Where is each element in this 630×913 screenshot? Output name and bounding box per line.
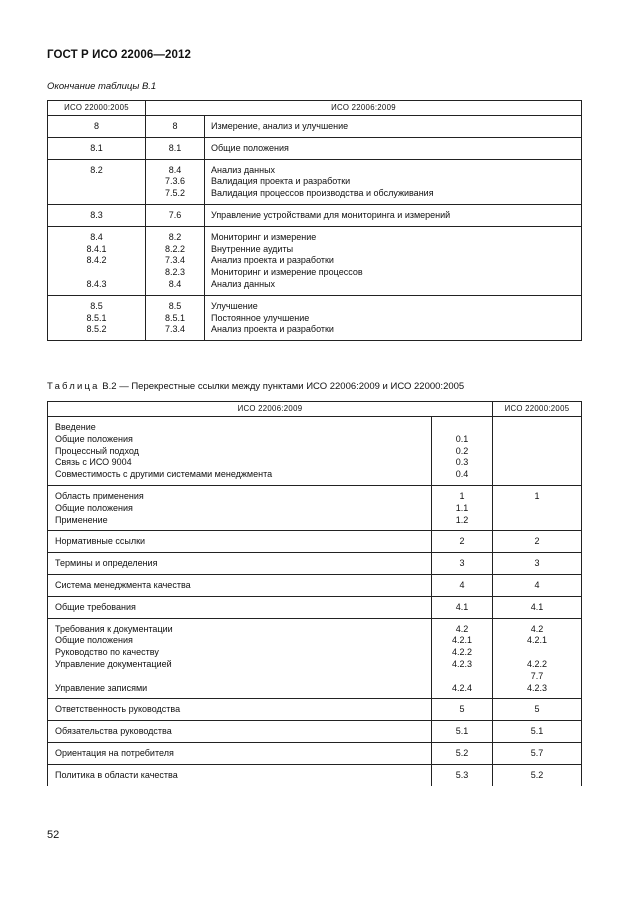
iso22000-clause <box>48 137 146 159</box>
iso22006-clause <box>146 159 205 204</box>
table-row <box>48 204 582 226</box>
iso22006-clause <box>432 485 493 530</box>
table2-col-a-header: ИСО 22006:2009 <box>48 402 493 417</box>
clause-title-line: Мониторинг и измерение процессов <box>211 267 363 278</box>
iso22000-clause-line: 8.3 <box>90 209 103 220</box>
iso22006-clause-line: 4.2.3 <box>451 658 473 669</box>
iso22006-clause-line: 8.2.3 <box>164 267 186 278</box>
iso22006-clause <box>432 553 493 575</box>
clause-title-line: Валидация процессов производства и обслуживания <box>211 188 434 199</box>
iso22000-clause-line: 5.1 <box>530 726 544 737</box>
table1-header-row <box>48 101 582 116</box>
iso22006-clause-line: 8.2.2 <box>164 243 186 254</box>
iso22006-clause-line: 0.3 <box>455 457 469 468</box>
iso22000-clause-line: 8.2 <box>90 164 103 175</box>
document-header: ГОСТ Р ИСО 22006—2012 <box>47 49 192 61</box>
clause-title-line: Требования к документации <box>55 623 173 634</box>
iso22006-clause-line: 5.1 <box>455 726 469 737</box>
iso22000-clause-line: 5.7 <box>530 747 544 758</box>
iso22006-clause <box>146 116 205 138</box>
iso22000-clause <box>493 618 582 699</box>
clause-title <box>205 116 582 138</box>
iso22006-clause-line: 8.4 <box>168 278 182 289</box>
clause-title-line: Анализ проекта и разработки <box>211 324 334 335</box>
clause-title-line: Анализ проекта и разработки <box>211 255 334 266</box>
iso22000-clause-line: 2 <box>534 536 540 547</box>
table1-col-b-header: ИСО 22006:2009 <box>146 101 582 116</box>
clause-title-line: Ответственность руководства <box>55 704 181 715</box>
iso22000-clause <box>48 159 146 204</box>
iso22006-clause-line: 1 <box>459 490 465 501</box>
iso22006-clause <box>432 596 493 618</box>
iso22000-clause-line: 8.4.3 <box>86 278 107 289</box>
iso22000-clause-line <box>52 267 141 279</box>
clause-title <box>205 137 582 159</box>
iso22000-clause-line <box>52 188 141 200</box>
iso22000-clause <box>493 485 582 530</box>
iso22006-clause-line: 4 <box>459 579 465 590</box>
iso22000-clause <box>48 226 146 295</box>
table2 <box>47 401 582 786</box>
clause-title <box>48 417 432 486</box>
page-number: 52 <box>47 829 60 841</box>
iso22000-clause-line: 8.4 <box>90 231 103 242</box>
clause-title <box>205 295 582 340</box>
iso22000-clause-line: 8.4.1 <box>86 243 107 254</box>
iso22006-clause-line: 4.2.1 <box>451 635 473 646</box>
iso22000-clause <box>493 574 582 596</box>
iso22000-clause-line: 4.2.2 <box>526 658 548 669</box>
table-row <box>48 721 582 743</box>
clause-title-line: Управление записями <box>55 682 148 693</box>
iso22000-clause-line: 4.2 <box>530 623 544 634</box>
iso22006-clause-line: 4.2.2 <box>451 647 473 658</box>
clause-title <box>48 485 432 530</box>
clause-title-line: Мониторинг и измерение <box>211 231 317 242</box>
table2-header-row <box>48 402 582 417</box>
iso22000-clause-line <box>52 176 141 188</box>
iso22006-clause-line: 8.5.1 <box>164 312 186 323</box>
iso22006-clause <box>432 574 493 596</box>
iso22000-clause <box>48 295 146 340</box>
iso22000-clause-line: 8.1 <box>90 142 103 153</box>
clause-title <box>48 618 432 699</box>
iso22000-clause-line: 8.5.1 <box>86 312 107 323</box>
clause-title <box>205 226 582 295</box>
iso22000-clause-line: 4.1 <box>530 601 544 612</box>
clause-title-line: Управление устройствами для мониторинга и измерений <box>211 209 451 220</box>
clause-title-line: Общие положения <box>55 502 133 513</box>
iso22000-clause-line: 5 <box>534 704 540 715</box>
table2-caption-word: Таблица <box>47 381 100 392</box>
iso22006-clause-line: 4.1 <box>455 601 469 612</box>
clause-title-line: Постоянное улучшение <box>211 312 310 323</box>
iso22006-clause <box>432 721 493 743</box>
iso22006-clause-line: 8.1 <box>168 142 182 153</box>
clause-title-line: Совместимость с другими системами менеджмента <box>55 469 273 480</box>
iso22006-clause-line: 8.5 <box>168 300 182 311</box>
iso22000-clause <box>493 596 582 618</box>
clause-title <box>48 574 432 596</box>
iso22006-clause-line: 4.2.4 <box>451 682 473 693</box>
table-row <box>48 485 582 530</box>
table-row <box>48 742 582 764</box>
table2-caption-text: В.2 — Перекрестные ссылки между пунктами ИСО 22006:2009 и ИСО 22000:2005 <box>102 381 465 392</box>
iso22006-clause-line: 7.3.6 <box>164 176 186 187</box>
clause-title-line: Система менеджмента качества <box>55 579 191 590</box>
iso22006-clause-line: 3 <box>459 558 465 569</box>
clause-title-line: Нормативные ссылки <box>55 536 146 547</box>
iso22000-clause <box>493 553 582 575</box>
clause-title-line: Общие положения <box>211 142 289 153</box>
clause-title-line: Введение <box>55 422 96 432</box>
table-row <box>48 618 582 699</box>
iso22000-clause-line: 1 <box>534 490 540 501</box>
table2-col-b-header: ИСО 22000:2005 <box>493 402 582 417</box>
iso22006-clause-line: 1.1 <box>455 502 469 513</box>
clause-title <box>48 531 432 553</box>
iso22006-clause-line: 7.5.2 <box>164 188 186 199</box>
iso22000-clause-line: 4.2.3 <box>526 682 548 693</box>
iso22006-clause <box>146 226 205 295</box>
clause-title-line: Анализ данных <box>211 164 276 175</box>
iso22006-clause <box>146 295 205 340</box>
clause-title-line: Общие требования <box>55 601 136 612</box>
clause-title-line: Общие положения <box>55 433 133 444</box>
table1-col-a-header: ИСО 22000:2005 <box>48 101 146 116</box>
iso22000-clause <box>493 699 582 721</box>
iso22006-clause-line: 8.2 <box>168 231 182 242</box>
table-row <box>48 531 582 553</box>
iso22000-clause <box>493 742 582 764</box>
clause-title <box>48 764 432 785</box>
clause-title-line: Внутренние аудиты <box>211 243 294 254</box>
clause-title-line: Анализ данных <box>211 278 276 289</box>
iso22006-clause-line <box>436 422 488 434</box>
clause-title-line: Политика в области качества <box>55 769 178 780</box>
clause-title-line: Измерение, анализ и улучшение <box>211 121 349 131</box>
iso22006-clause-line: 7.3.4 <box>164 324 186 335</box>
clause-title <box>205 204 582 226</box>
table-row <box>48 764 582 785</box>
iso22000-clause <box>493 764 582 785</box>
clause-title-line: Процессный подход <box>55 445 139 456</box>
iso22006-clause-line: 2 <box>459 536 465 547</box>
iso22006-clause <box>146 204 205 226</box>
iso22006-clause <box>432 417 493 486</box>
iso22000-clause <box>48 204 146 226</box>
clause-title-line: Обязательства руководства <box>55 726 172 737</box>
iso22000-clause <box>493 721 582 743</box>
iso22006-clause-line: 0.4 <box>455 469 469 480</box>
iso22006-clause <box>432 699 493 721</box>
clause-title <box>48 742 432 764</box>
table-row <box>48 596 582 618</box>
iso22000-clause-line <box>497 647 577 659</box>
iso22000-clause-line: 4.2.1 <box>526 635 548 646</box>
clause-title <box>48 721 432 743</box>
iso22006-clause-line: 5.3 <box>455 769 469 780</box>
iso22006-clause-line: 7.6 <box>168 209 182 220</box>
table1-caption: Окончание таблицы В.1 <box>47 81 157 92</box>
iso22000-clause-line: 8.5.2 <box>86 324 107 335</box>
iso22006-clause-line: 5 <box>459 704 465 715</box>
iso22000-clause-line: 8 <box>93 121 99 131</box>
iso22006-clause <box>432 618 493 699</box>
iso22006-clause-line: 8 <box>172 121 178 131</box>
clause-title-line: Управление документацией <box>55 658 172 669</box>
table2-caption <box>47 381 464 392</box>
clause-title-line: Общие положения <box>55 635 133 646</box>
table-row <box>48 226 582 295</box>
iso22006-clause <box>432 531 493 553</box>
iso22000-clause <box>493 531 582 553</box>
table1 <box>47 100 582 341</box>
iso22006-clause-line: 0.1 <box>455 433 469 444</box>
clause-title <box>48 699 432 721</box>
table-row <box>48 553 582 575</box>
clause-title-line: Термины и определения <box>55 558 158 569</box>
table-row <box>48 417 582 486</box>
clause-title <box>48 553 432 575</box>
clause-title-line: Область применения <box>55 490 144 501</box>
table-row <box>48 295 582 340</box>
clause-title-line: Применение <box>55 514 108 525</box>
table-row <box>48 116 582 138</box>
iso22000-clause-line: 7.7 <box>530 670 544 681</box>
iso22000-clause-line: 8.4.2 <box>86 255 107 266</box>
iso22000-clause <box>493 417 582 486</box>
iso22000-clause-line: 3 <box>534 558 540 569</box>
clause-title <box>48 596 432 618</box>
iso22006-clause-line: 4.2 <box>455 623 469 634</box>
iso22006-clause <box>432 742 493 764</box>
iso22006-clause-line: 8.4 <box>168 164 182 175</box>
iso22006-clause <box>146 137 205 159</box>
clause-title <box>205 159 582 204</box>
table-row <box>48 699 582 721</box>
clause-title-line: Улучшение <box>211 300 258 311</box>
clause-title-line: Ориентация на потребителя <box>55 747 174 758</box>
iso22006-clause-line: 0.2 <box>455 445 469 456</box>
iso22000-clause-line: 8.5 <box>90 300 103 311</box>
table-row <box>48 574 582 596</box>
clause-title-line: Валидация проекта и разработки <box>211 176 351 187</box>
clause-title-line: Связь с ИСО 9004 <box>55 457 132 468</box>
iso22006-clause-line: 7.3.4 <box>164 255 186 266</box>
table-row <box>48 159 582 204</box>
iso22006-clause <box>432 764 493 785</box>
iso22006-clause-line: 5.2 <box>455 747 469 758</box>
iso22000-clause <box>48 116 146 138</box>
iso22000-clause-line: 5.2 <box>530 769 544 780</box>
iso22006-clause-line: 1.2 <box>455 514 469 525</box>
iso22006-clause-line <box>436 671 488 683</box>
table-row <box>48 137 582 159</box>
clause-title-line <box>55 671 427 683</box>
clause-title-line: Руководство по качеству <box>55 647 159 658</box>
iso22000-clause-line: 4 <box>534 579 540 590</box>
